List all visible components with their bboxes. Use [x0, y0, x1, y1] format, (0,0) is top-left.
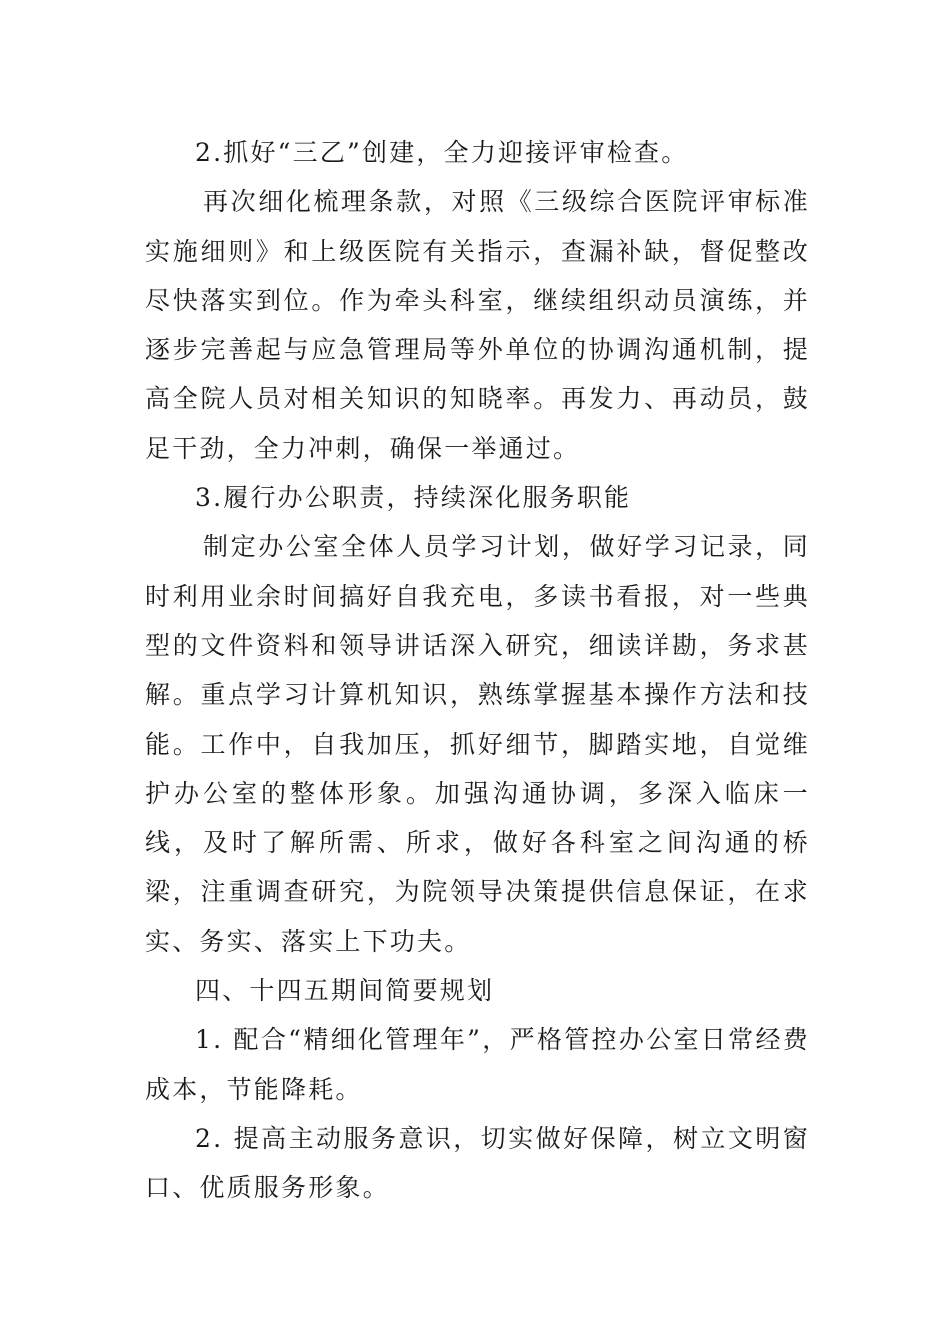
plan-item-1: 1. 配合“精细化管理年”，严格管控办公室日常经费成本，节能降耗。	[145, 1025, 810, 1104]
plan-item-2: 2. 提高主动服务意识，切实做好保障，树立文明窗口、优质服务形象。	[145, 1123, 810, 1203]
section-heading-2: 2.抓好“三乙”创建，全力迎接评审检查。	[195, 138, 689, 167]
section-heading-3: 3.履行办公职责，持续深化服务职能	[195, 483, 632, 513]
paragraph-review-preparation: 再次细化梳理条款，对照《三级综合医院评审标准实施细则》和上级医院有关指示，查漏补缺，督促整改尽快落实到位。作为牵头科室，继续组织动员演练，并逐步完善起与应急管理局等外单位的协调沟通机制，提高全院人员对相关知识的知晓率。再发力、再动员，鼓足干劲，全力冲刺，确保一举通过。	[145, 187, 810, 463]
paragraph-office-duties: 制定办公室全体人员学习计划，做好学习记录，同时利用业余时间搞好自我充电，多读书看报，对一些典型的文件资料和领导讲话深入研究，细读详勘，务求甚解。重点学习计算机知识，熟练掌握基本操作方法和技能。工作中，自我加压，抓好细节，脚踏实地，自觉维护办公室的整体形象。加强沟通协调，多深入临床一线，及时了解所需、所求，做好各科室之间沟通的桥梁，注重调查研究，为院领导决策提供信息保证，在求实、务实、落实上下功夫。	[145, 532, 810, 956]
document-body	[145, 128, 810, 1213]
section-heading-plan: 四、十四五期间简要规划	[195, 976, 495, 1006]
